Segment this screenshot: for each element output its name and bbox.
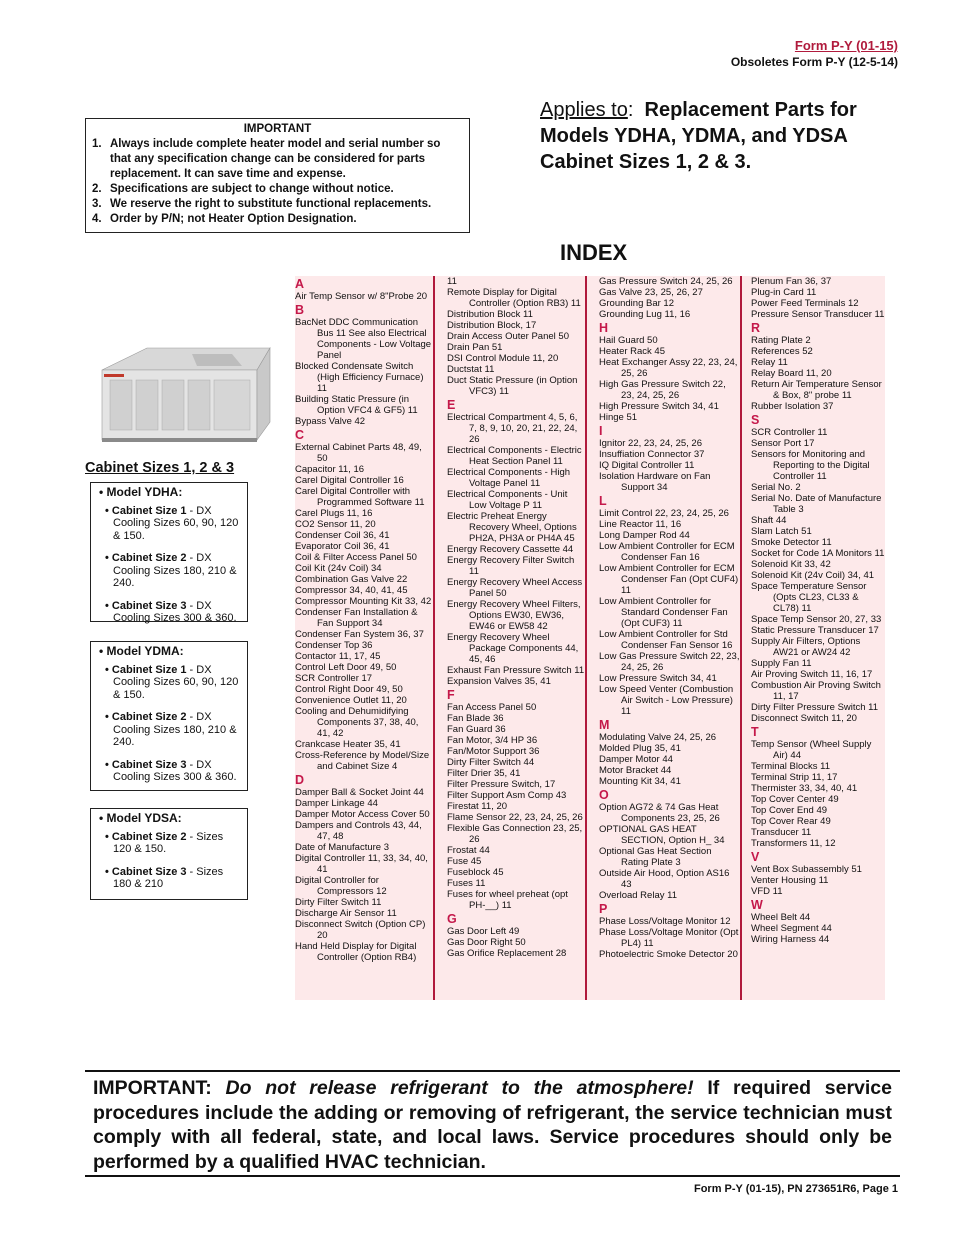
index-entry: Socket for Code 1A Monitors 11 (751, 548, 885, 559)
index-column-3 (599, 276, 742, 1000)
index-entry: Blocked Condensate Switch (High Efficiency Furnace) 11 (295, 361, 424, 394)
index-entry: Temp Sensor (Wheel Supply Air) 44 (751, 739, 872, 761)
index-entry: Gas Door Right 50 (447, 937, 526, 948)
index-entry: Combination Gas Valve 22 (295, 574, 408, 585)
index-letter: S (751, 413, 760, 427)
index-entry: Condenser Top 36 (295, 640, 373, 651)
index-entry: Space Temp Sensor 20, 27, 33 (751, 614, 882, 625)
index-entry: Distribution Block 11 (447, 309, 533, 320)
index-entry: Supply Fan 11 (751, 658, 812, 669)
index-entry: Control Right Door 49, 50 (295, 684, 403, 695)
index-entry: Top Cover End 49 (751, 805, 828, 816)
index-entry: Option AG72 & 74 Gas Heat Components 23, 25, 26 (599, 802, 720, 824)
index-entry: Coil Kit (24v Coil) 34 (295, 563, 382, 574)
index-entry: Cross-Reference by Model/Size and Cabinet Size 4 (295, 750, 430, 772)
index-entry: Space Temperature Sensor (Opts CL23, CL33 & CL78) 11 (751, 581, 867, 614)
index-entry: Return Air Temperature Sensor & Box, 8" probe 11 (751, 379, 882, 401)
index-entry: Low Pressure Switch 34, 41 (599, 673, 717, 684)
index-entry: Low Ambient Controller for ECM Condenser Fan 16 (599, 541, 735, 563)
index-letter: L (599, 494, 607, 508)
index-entry: Plug-in Card 11 (751, 287, 817, 298)
index-entry: Venter Housing 11 (751, 875, 829, 886)
index-entry: Digital Controller for Compressors 12 (295, 875, 387, 897)
index-entry: Gas Valve 23, 25, 26, 27 (599, 287, 703, 298)
important-heading: IMPORTANT (243, 123, 312, 135)
index-entry: VFD 11 (751, 886, 783, 897)
model-ydha-box (90, 482, 248, 622)
index-letter: R (751, 321, 761, 335)
index-entry: Fuseblock 45 (447, 867, 504, 878)
index-entry: Coil & Filter Access Panel 50 (295, 552, 417, 563)
index-letter: I (599, 424, 603, 438)
index-letter: O (599, 788, 609, 802)
index-letter: C (295, 428, 305, 442)
index-entry: References 52 (751, 346, 813, 357)
index-letter: F (447, 688, 455, 702)
index-entry: Wheel Segment 44 (751, 923, 832, 934)
index-entry: Terminal Blocks 11 (751, 761, 831, 772)
index-entry: Remote Display for Digital Controller (Option RB3) 11 (447, 287, 581, 309)
index-entry: Low Gas Pressure Switch 22, 23, 24, 25, 26 (599, 651, 740, 673)
index-entry: Disconnect Switch 11, 20 (751, 713, 857, 724)
index-letter: B (295, 303, 305, 317)
index-entry: Crankcase Heater 35, 41 (295, 739, 401, 750)
index-entry: Frostat 44 (447, 845, 490, 856)
cabinet-sizes-title: Cabinet Sizes 1, 2 & 3 (85, 460, 235, 476)
index-entry: Slam Latch 51 (751, 526, 812, 537)
refrigerant-warning: IMPORTANT: Do not release refrigerant to the atmosphere! If required service procedures include the adding or removing of refrigerant, the service technician must comply with all federal, state, and local laws. Service procedures should only be performed by a qualified HVAC technician. (85, 1070, 900, 1177)
index-letter: E (447, 398, 456, 412)
index-entry: Energy Recovery Cassette 44 (447, 544, 574, 555)
index-entry: Limit Control 22, 23, 24, 25, 26 (599, 508, 729, 519)
index-entry: Rubber Isolation 37 (751, 401, 834, 412)
index-column-2 (447, 276, 587, 1000)
index-entry: Serial No. Date of Manufacture Table 3 (751, 493, 882, 515)
index-entry: Smoke Detector 11 (751, 537, 832, 548)
index-letter: H (599, 321, 609, 335)
model-title: • Model YDMA: (99, 645, 241, 658)
index-entry: Compressor Mounting Kit 33, 42 (295, 596, 432, 607)
index-entry: Expansion Valves 35, 41 (447, 676, 551, 687)
index-title: INDEX (560, 240, 628, 265)
cabinet-size-item: • Cabinet Size 1 - DX Cooling Sizes 60, 90, 120 & 150. (113, 505, 241, 543)
important-list (92, 137, 463, 227)
index-entry: Electrical Components - High Voltage Panel 11 (447, 467, 571, 489)
model-ydsa-box (90, 808, 248, 900)
model-title: • Model YDSA: (99, 812, 241, 825)
index-entry: Dirty Filter Switch 11 (295, 897, 382, 908)
index-entry: Low Speed Venter (Combustion Air Switch - Low Pressure) 11 (599, 684, 734, 717)
heater-unit-image (92, 340, 272, 448)
index-entry: Hail Guard 50 (599, 335, 658, 346)
index-entry: Shaft 44 (751, 515, 787, 526)
index-entry: Carel Digital Controller 16 (295, 475, 404, 486)
index-entry: Plenum Fan 36, 37 (751, 276, 832, 287)
index-entry: Damper Motor 44 (599, 754, 673, 765)
index-entry: Condenser Fan Installation & Fan Support 34 (295, 607, 418, 629)
index-entry: CO2 Sensor 11, 20 (295, 519, 376, 530)
index-entry: Ignitor 22, 23, 24, 25, 26 (599, 438, 702, 449)
index-entry: Damper Ball & Socket Joint 44 (295, 787, 424, 798)
index-entry: Carel Plugs 11, 16 (295, 508, 373, 519)
index-entry: Cooling and Dehumidifying Components 37, 38, 40, 41, 42 (295, 706, 419, 739)
index-entry: Fuses 11 (447, 878, 486, 889)
index-entry: Building Static Pressure (in Option VFC4 & GF5) 11 (295, 394, 418, 416)
cabinet-size-item: • Cabinet Size 2 - DX Cooling Sizes 180, 210 & 240. (113, 711, 241, 749)
index-entry: Convenience Outlet 11, 20 (295, 695, 407, 706)
index-entry: Optional Gas Heat Section Rating Plate 3 (599, 846, 712, 868)
index-entry: Relay Board 11, 20 (751, 368, 832, 379)
index-entry: Contactor 11, 17, 45 (295, 651, 381, 662)
index-entry: Fan/Motor Support 36 (447, 746, 540, 757)
index-entry: Modulating Valve 24, 25, 26 (599, 732, 717, 743)
index-letter: D (295, 773, 305, 787)
index-entry: Gas Pressure Switch 24, 25, 26 (599, 276, 733, 287)
cabinet-size-item: • Cabinet Size 3 - Sizes 180 & 210 (113, 866, 241, 891)
index-entry: Terminal Strip 11, 17 (751, 772, 838, 783)
index-entry: Wiring Harness 44 (751, 934, 830, 945)
index-entry: Carel Digital Controller with Programmed Software 11 (295, 486, 425, 508)
index-entry: Bypass Valve 42 (295, 416, 366, 427)
index-entry: Mounting Kit 34, 41 (599, 776, 681, 787)
index-entry: External Cabinet Parts 48, 49, 50 (295, 442, 422, 464)
index-entry: Damper Linkage 44 (295, 798, 378, 809)
index-entry: Heater Rack 45 (599, 346, 666, 357)
index-entry: Dirty Filter Switch 44 (447, 757, 535, 768)
index-entry: Air Temp Sensor w/ 8"Probe 20 (295, 291, 428, 302)
applies-to-label: Applies to (540, 99, 628, 121)
index-entry: Discharge Air Sensor 11 (295, 908, 397, 919)
index-entry: Energy Recovery Filter Switch 11 (447, 555, 575, 577)
applies-to-heading: Applies to: Replacement Parts for Models YDHA, YDMA, and YDSA Cabinet Sizes 1, 2 & 3. (540, 99, 857, 173)
index-column-1 (295, 276, 435, 1000)
index-entry: Top Cover Rear 49 (751, 816, 831, 827)
index-entry: SCR Controller 11 (751, 427, 828, 438)
index-entry: Drain Pan 51 (447, 342, 503, 353)
index-entry: Isolation Hardware on Fan Support 34 (599, 471, 711, 493)
index-entry: Molded Plug 35, 41 (599, 743, 681, 754)
index-entry: Long Damper Rod 44 (599, 530, 690, 541)
index-entry: Rating Plate 2 (751, 335, 811, 346)
index-letter: T (751, 725, 759, 739)
index-entry: Dirty Filter Pressure Switch 11 (751, 702, 879, 713)
index-entry: Low Ambient Controller for Std Condenser Fan Sensor 16 (599, 629, 733, 651)
form-number: Form P-Y (01-15) (794, 38, 898, 53)
index-entry: Fan Guard 36 (447, 724, 506, 735)
index-entry: Electrical Components - Unit Low Voltage P 11 (447, 489, 568, 511)
index-entry: Overload Relay 11 (599, 890, 677, 901)
index-entry: Energy Recovery Wheel Package Components 44, 45, 46 (447, 632, 579, 665)
index-entry: Digital Controller 11, 33, 34, 40, 41 (295, 853, 428, 875)
index-entry: Power Feed Terminals 12 (751, 298, 859, 309)
index-letter: A (295, 277, 305, 291)
index-entry: Filter Support Asm Comp 43 (447, 790, 567, 801)
index-entry: Ductstat 11 (447, 364, 495, 375)
index-entry: Line Reactor 11, 16 (599, 519, 682, 530)
index-entry: Capacitor 11, 16 (295, 464, 365, 475)
index-entry: Serial No. 2 (751, 482, 801, 493)
index-entry: Filter Drier 35, 41 (447, 768, 521, 779)
model-ydma-box (90, 641, 248, 791)
index-entry: Transducer 11 (751, 827, 812, 838)
important-item: 2. Specifications are subject to change without notice. (92, 183, 394, 195)
index-entry: Dampers and Controls 43, 44, 47, 48 (295, 820, 422, 842)
important-item: 4. Order by P/N; not Heater Option Designation. (92, 213, 357, 225)
index-entry: Electrical Compartment 4, 5, 6, 7, 8, 9, 10, 20, 21, 22, 24, 26 (447, 412, 578, 445)
index-entry: Energy Recovery Wheel Filters, Options EW30, EW36, EW46 or EW58 42 (447, 599, 581, 632)
index-entry: Electrical Components - Electric Heat Section Panel 11 (447, 445, 582, 467)
cabinet-size-item: • Cabinet Size 3 - DX Cooling Sizes 300 & 360. (113, 600, 241, 625)
index-entry: Filter Pressure Switch, 17 (447, 779, 556, 790)
index-entry: Fan Access Panel 50 (447, 702, 537, 713)
index-entry: BacNet DDC Communication Bus 11 See also Electrical Components - Low Voltage Panel (295, 317, 432, 361)
index-entry: Date of Manufacture 3 (295, 842, 389, 853)
index-entry: Pressure Sensor Transducer 11 (751, 309, 885, 320)
index-entry: IQ Digital Controller 11 (599, 460, 695, 471)
index-letter: P (599, 902, 608, 916)
index-letter: G (447, 912, 457, 926)
page-footer: Form P-Y (01-15), PN 273651R6, Page 1 (693, 1183, 898, 1195)
model-title: • Model YDHA: (99, 486, 241, 499)
index-entry: Firestat 11, 20 (447, 801, 508, 812)
index-table (295, 276, 885, 1000)
index-entry: Combustion Air Proving Switch 11, 17 (751, 680, 881, 702)
index-entry: Fan Motor, 3/4 HP 36 (447, 735, 538, 746)
index-entry: Condenser Coil 36, 41 (295, 530, 390, 541)
obsoletes-note: Obsoletes Form P-Y (12-5-14) (730, 55, 898, 69)
index-entry: DSI Control Module 11, 20 (447, 353, 559, 364)
index-entry: Compressor 34, 40, 41, 45 (295, 585, 408, 596)
index-entry: Condenser Fan System 36, 37 (295, 629, 424, 640)
index-entry: Low Ambient Controller for ECM Condenser Fan (Opt CUF4) 11 (599, 563, 739, 596)
index-entry: Energy Recovery Wheel Access Panel 50 (447, 577, 583, 599)
index-entry: Wheel Belt 44 (751, 912, 811, 923)
index-entry: Phase Loss/Voltage Monitor (Opt PL4) 11 (599, 927, 739, 949)
index-entry: Electric Preheat Energy Recovery Wheel, Options PH2A, PH3A or PH4A 45 (447, 511, 577, 544)
cabinet-size-item: • Cabinet Size 1 - DX Cooling Sizes 60, 90, 120 & 150. (113, 664, 241, 702)
index-entry: Top Cover Center 49 (751, 794, 839, 805)
index-entry: Sensor Port 17 (751, 438, 815, 449)
index-entry: Flame Sensor 22, 23, 24, 25, 26 (447, 812, 583, 823)
index-entry: OPTIONAL GAS HEAT SECTION, Option H_ 34 (599, 824, 725, 846)
index-entry: Evaporator Coil 36, 41 (295, 541, 390, 552)
index-entry: Transformers 11, 12 (751, 838, 836, 849)
index-column-4 (751, 276, 885, 1000)
index-entry: Distribution Block, 17 (447, 320, 537, 331)
index-entry: Gas Door Left 49 (447, 926, 520, 937)
important-item: 1. Always include complete heater model and serial number so that any specification change can be considered for parts replacement. It can save time and expense. (92, 138, 441, 180)
index-entry: Heat Exchanger Assy 22, 23, 24, 25, 26 (599, 357, 738, 379)
index-entry: Damper Motor Access Cover 50 (295, 809, 430, 820)
important-notice-box (85, 118, 470, 233)
index-entry: Air Proving Switch 11, 16, 17 (751, 669, 873, 680)
index-entry: Hinge 51 (599, 412, 638, 423)
index-entry: Disconnect Switch (Option CP) 20 (295, 919, 426, 941)
index-entry: Solenoid Kit (24v Coil) 34, 41 (751, 570, 875, 581)
index-entry: SCR Controller 17 (295, 673, 373, 684)
index-entry: Control Left Door 49, 50 (295, 662, 397, 673)
index-entry: Motor Bracket 44 (599, 765, 672, 776)
cabinet-size-item: • Cabinet Size 3 - DX Cooling Sizes 300 & 360. (113, 759, 241, 784)
index-entry: Insuffiation Connector 37 (599, 449, 705, 460)
index-entry: Thermister 33, 34, 40, 41 (751, 783, 858, 794)
index-letter: W (751, 898, 763, 912)
index-entry: Exhaust Fan Pressure Switch 11 (447, 665, 585, 676)
index-entry: Hand Held Display for Digital Controller (Option RB4) (295, 941, 417, 963)
index-entry: High Gas Pressure Switch 22, 23, 24, 25, 26 (599, 379, 726, 401)
index-entry: Solenoid Kit 33, 42 (751, 559, 831, 570)
index-entry: Drain Access Outer Panel 50 (447, 331, 569, 342)
index-entry: Phase Loss/Voltage Monitor 12 (599, 916, 731, 927)
index-entry: Grounding Lug 11, 16 (599, 309, 691, 320)
index-letter: M (599, 718, 610, 732)
index-entry: 11 (447, 276, 457, 287)
index-entry: Gas Orifice Replacement 28 (447, 948, 567, 959)
index-entry: Relay 11 (751, 357, 788, 368)
important-item: 3. We reserve the right to substitute functional replacements. (92, 198, 432, 210)
cabinet-size-item: • Cabinet Size 2 - Sizes 120 & 150. (113, 831, 241, 856)
index-entry: Fuses for wheel preheat (opt PH-__) 11 (447, 889, 568, 911)
index-entry: Sensors for Monitoring and Reporting to the Digital Controller 11 (751, 449, 870, 482)
index-entry: Vent Box Subassembly 51 (751, 864, 862, 875)
index-entry: Duct Static Pressure (in Option VFC3) 11 (447, 375, 578, 397)
index-entry: Supply Air Filters, Options AW21 or AW24 42 (751, 636, 861, 658)
index-letter: V (751, 850, 760, 864)
cabinet-size-item: • Cabinet Size 2 - DX Cooling Sizes 180, 210 & 240. (113, 552, 241, 590)
index-entry: High Pressure Switch 34, 41 (599, 401, 719, 412)
index-entry: Grounding Bar 12 (599, 298, 674, 309)
index-entry: Fan Blade 36 (447, 713, 504, 724)
index-entry: Outside Air Hood, Option AS16 43 (599, 868, 730, 890)
index-entry: Fuse 45 (447, 856, 482, 867)
index-entry: Photoelectric Smoke Detector 20 (599, 949, 738, 960)
index-entry: Low Ambient Controller for Standard Condenser Fan (Opt CUF3) 11 (599, 596, 728, 629)
index-entry: Flexible Gas Connection 23, 25, 26 (447, 823, 583, 845)
index-entry: Static Pressure Transducer 17 (751, 625, 879, 636)
